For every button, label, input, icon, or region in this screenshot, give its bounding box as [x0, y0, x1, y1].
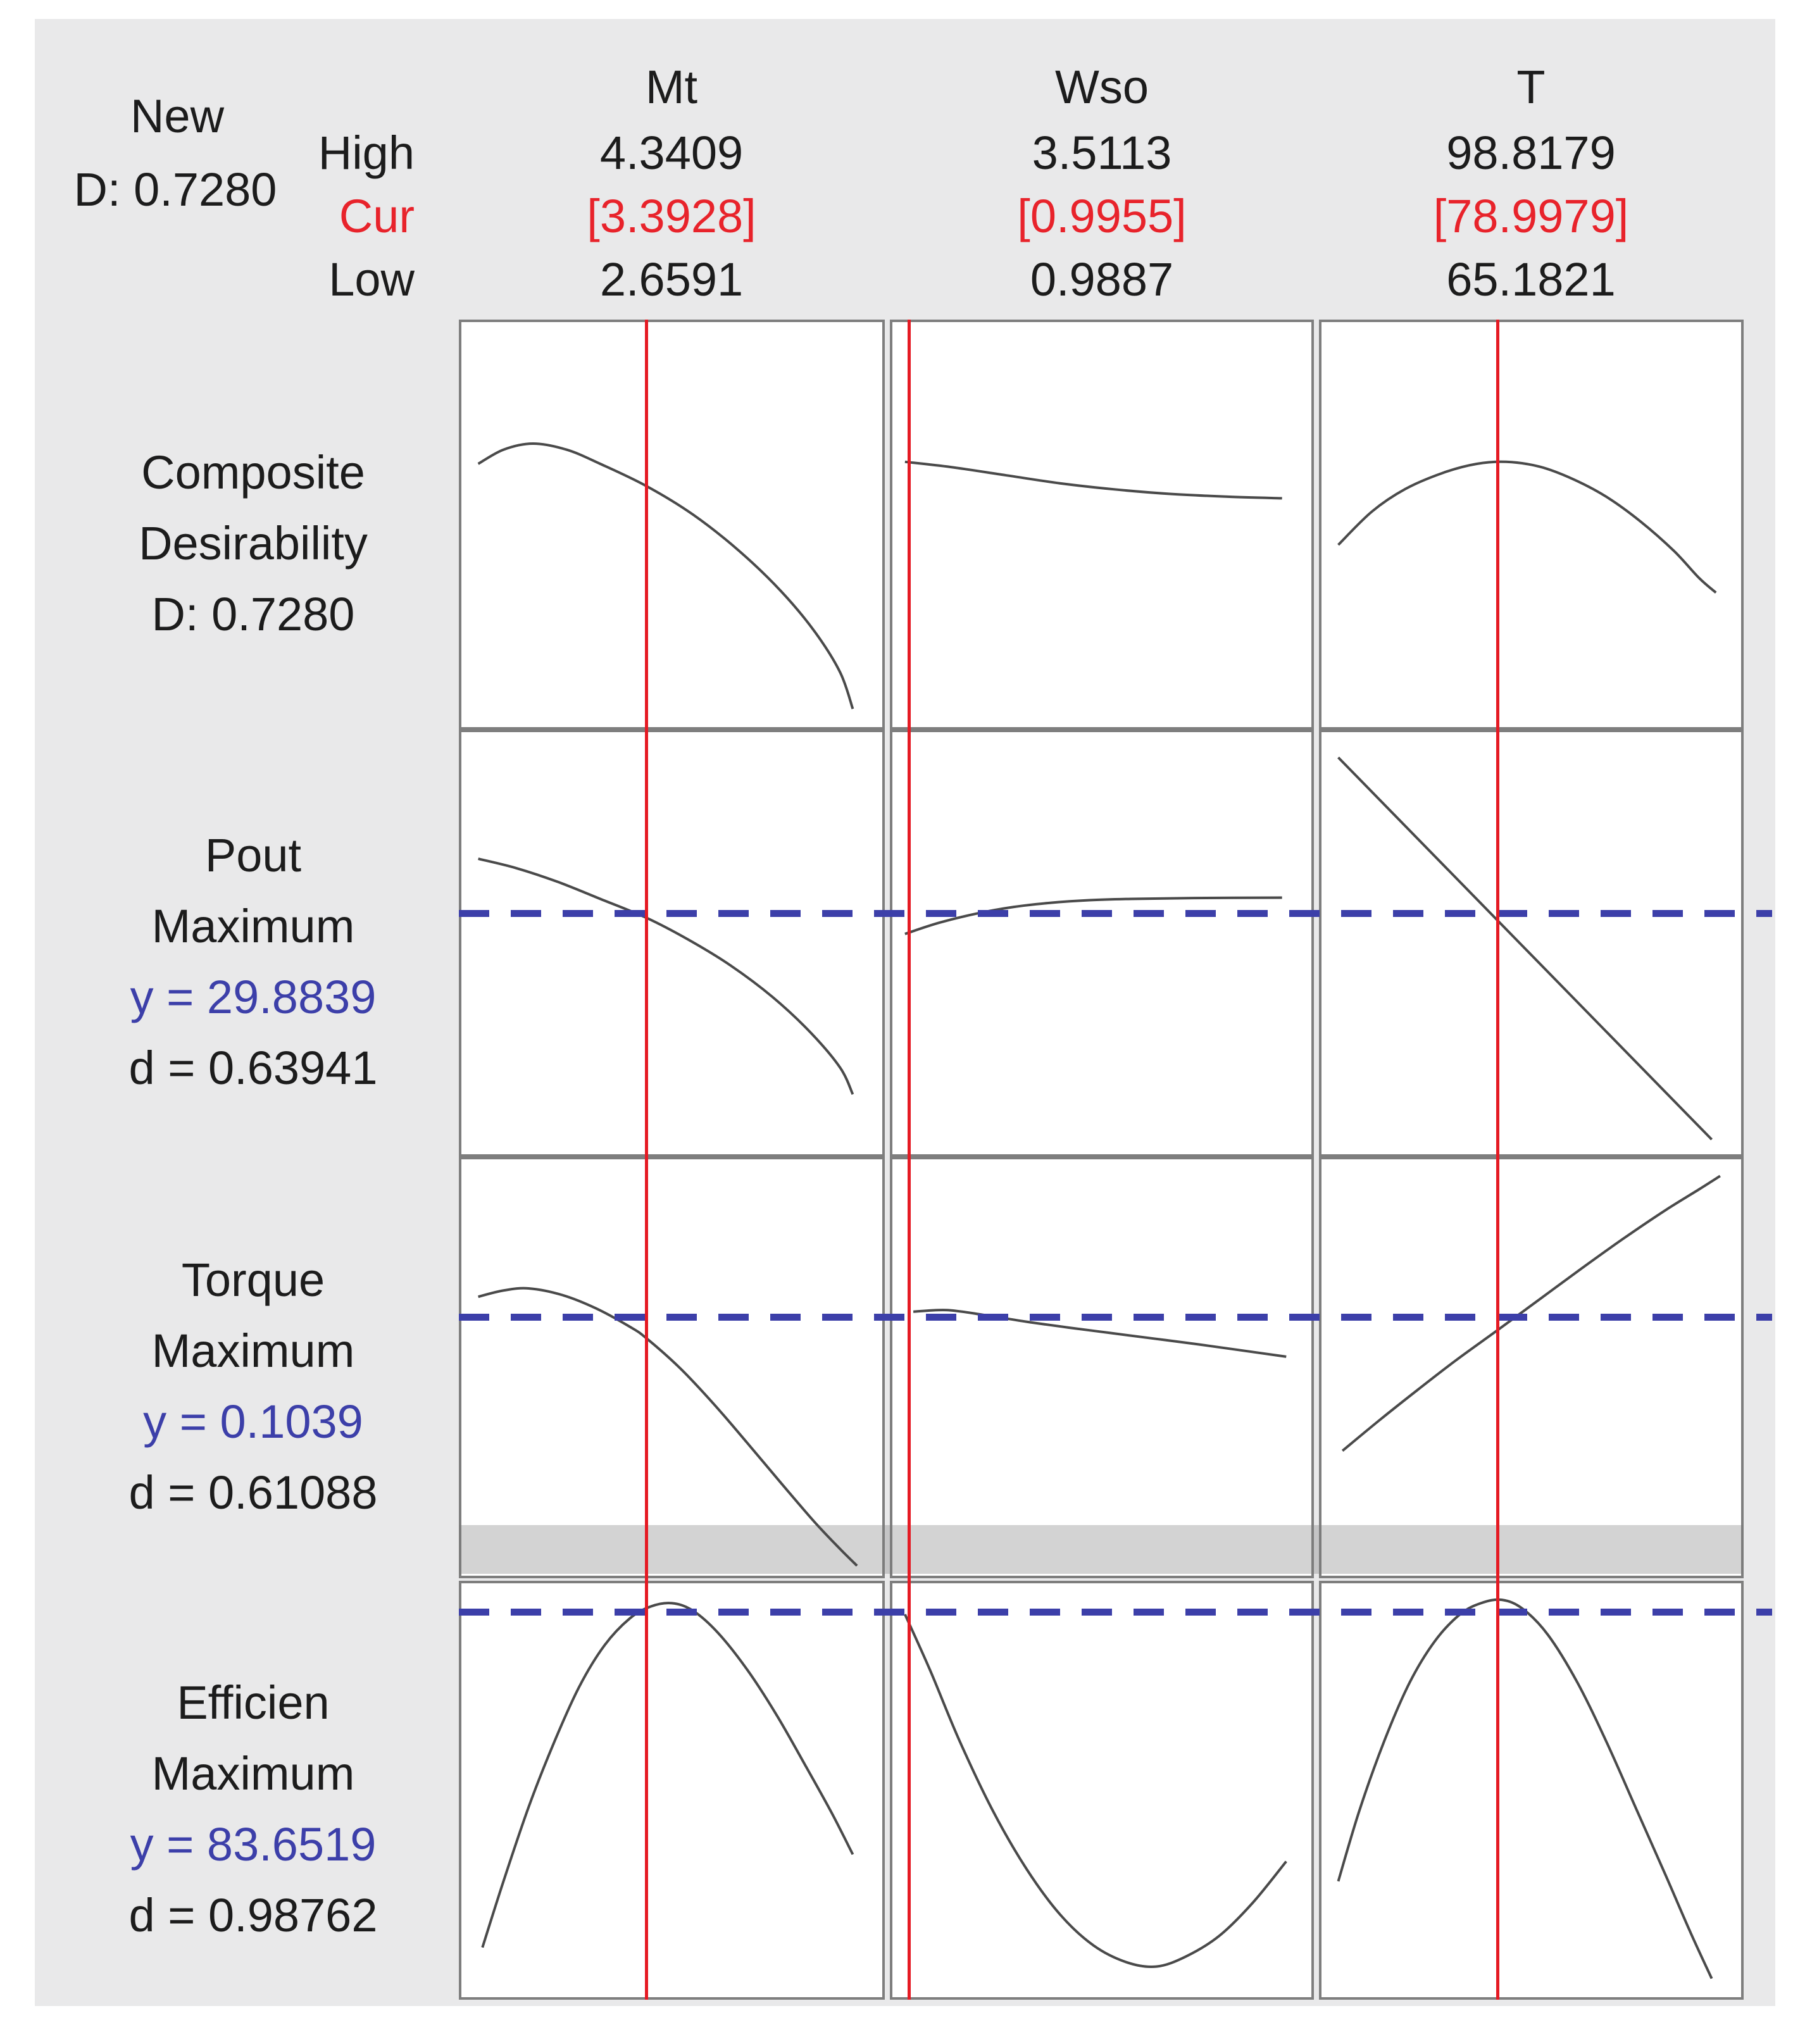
current-setting-line-wso[interactable]: [908, 320, 911, 2000]
factor-name-wso: Wso: [1055, 61, 1149, 113]
response-goal: Desirability: [139, 517, 368, 570]
factor-name-mt: Mt: [645, 61, 698, 113]
factor-cur-t[interactable]: [78.9979]: [1433, 190, 1629, 242]
plot-cell-efficien-vs-wso: [890, 1581, 1314, 2000]
low-row-label: Low: [328, 253, 415, 306]
plot-cell-composite-desirability-vs-mt: [459, 320, 885, 730]
response-goal: Maximum: [151, 900, 355, 952]
response-y-value: y = 0.1039: [143, 1395, 363, 1448]
response-name: Pout: [204, 829, 302, 882]
response-d-value: d = 0.98762: [128, 1889, 378, 1941]
plot-cell-torque-vs-t: [1319, 1157, 1744, 1578]
plot-cell-composite-desirability-vs-wso: [890, 320, 1314, 730]
solution-label: New: [130, 90, 225, 142]
prediction-line-pout: [459, 910, 1772, 917]
cur-row-label: Cur: [339, 190, 415, 242]
high-row-label: High: [318, 127, 415, 179]
factor-high-t: 98.8179: [1446, 127, 1616, 179]
response-value: D: 0.7280: [151, 588, 355, 640]
prediction-line-torque: [459, 1314, 1772, 1321]
response-label-torque: [35, 1245, 472, 1528]
plot-cell-torque-vs-mt: [459, 1157, 885, 1578]
factor-low-wso: 0.9887: [1030, 253, 1174, 306]
current-setting-line-mt[interactable]: [645, 320, 648, 2000]
response-curve: [482, 1603, 853, 1947]
response-curve: [478, 859, 853, 1094]
current-setting-line-t[interactable]: [1496, 320, 1499, 2000]
prediction-line-efficien: [459, 1609, 1772, 1616]
response-label-composite: [35, 437, 472, 650]
response-y-value: y = 29.8839: [130, 971, 377, 1023]
response-curve: [1339, 462, 1716, 593]
response-curve: [1339, 1600, 1712, 1979]
factor-cur-wso[interactable]: [0.9955]: [1017, 190, 1187, 242]
plot-cell-pout-vs-wso: [890, 730, 1314, 1157]
plot-cell-torque-vs-wso: [890, 1157, 1314, 1578]
plot-cell-efficien-vs-t: [1319, 1581, 1744, 2000]
response-label-efficien: [35, 1667, 472, 1951]
response-name: Composite: [141, 446, 365, 499]
factor-low-mt: 2.6591: [599, 253, 744, 306]
response-d-value: d = 0.63941: [128, 1042, 378, 1094]
response-curve: [905, 462, 1282, 499]
response-name: Efficien: [177, 1676, 330, 1729]
plot-cell-pout-vs-mt: [459, 730, 885, 1157]
response-curve: [905, 1614, 1286, 1967]
response-y-value: y = 83.6519: [130, 1818, 377, 1871]
response-curve: [1339, 757, 1712, 1140]
plot-cell-efficien-vs-mt: [459, 1581, 885, 2000]
response-goal: Maximum: [151, 1324, 355, 1377]
factor-low-t: 65.1821: [1446, 253, 1616, 306]
factor-high-wso: 3.5113: [1032, 127, 1172, 179]
response-goal: Maximum: [151, 1747, 355, 1800]
factor-name-t: T: [1516, 61, 1546, 113]
response-label-pout: [35, 820, 472, 1104]
response-curve: [478, 444, 853, 709]
plot-cell-pout-vs-t: [1319, 730, 1744, 1157]
plot-cell-composite-desirability-vs-t: [1319, 320, 1744, 730]
response-name: Torque: [181, 1254, 325, 1306]
response-d-value: d = 0.61088: [128, 1466, 378, 1519]
factor-cur-mt[interactable]: [3.3928]: [587, 190, 756, 242]
factor-high-mt: 4.3409: [599, 127, 744, 179]
plot-panel: [35, 19, 1775, 2006]
composite-desirability-value: D: 0.7280: [73, 163, 277, 216]
response-curve: [478, 1288, 858, 1566]
